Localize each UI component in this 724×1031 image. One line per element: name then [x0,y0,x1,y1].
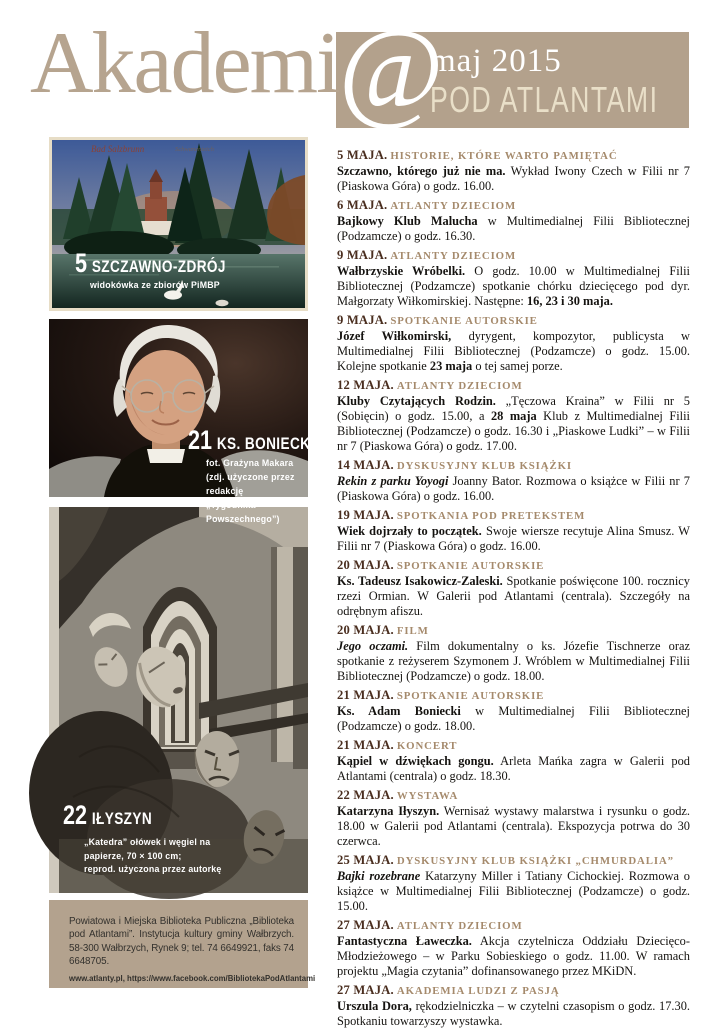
event-head [337,196,690,214]
event-item [337,621,690,684]
event-description: Jego oczami. Film dokumentalny o ks. Józefie Tischnerze oraz spotkanie z reżyserem Szymonem J. Wróblem w Multimedialnej Filii Bibliotecznej (Podzamcze) o godz. 18.00. [337,639,690,683]
events-list [337,146,690,1031]
event-category: ATLANTY DZIECIOM [396,920,523,932]
event-item [337,246,690,309]
event-date: 20 MAJA. [337,558,394,572]
event-description: Kluby Czytających Rodzin. „Tęczowa Kraina” w Filii nr 5 (Sobięcin) o godz. 15.00, a 28 maja Klub z Multimedialnej Filii Bibliotecznej (Podzamcze) o godz. 16.30 i „Piaskowe Ludki” – w Filii nr 7 (Piaskowa Góra) o godz. 17.00. [337,394,691,453]
card-name: KS. BONIECKI [216,434,315,453]
event-date: 9 MAJA. [337,313,388,327]
event-description: Bajkowy Klub Malucha w Multimedialnej Filii Bibliotecznej (Podzamcze) o godz. 16.30. [337,214,690,243]
event-description: Katarzyna Iłyszyn. Wernisaż wystawy malarstwa i rysunku o godz. 18.00 w Galerii pod Atlantami (centrala). Ekspozycja potrwa do 30 czerwca. [337,804,691,848]
card-title-szczawno [75,250,226,277]
event-category: FILM [396,625,429,637]
event-description: Józef Wiłkomirski, dyrygent, kompozytor, publicysta w Multimedialnej Filii Bibliotecznej (Podzamcze) o godz. 15.00. Kolejne spotkanie 23 maja o tej samej porze. [337,329,691,373]
issue-date: maj 2015 [430,43,562,79]
event-item [337,376,690,454]
event-date: 6 MAJA. [337,198,388,212]
card-caption-ilyszyn: „Katedra” ołówek i węgiel na papierze, 70 × 100 cm; reprod. użyczona przez autorkę [84,837,222,874]
card-title-boniecki [188,427,315,454]
event-head [337,851,690,869]
event-head [337,506,690,524]
event-head [337,786,690,804]
event-item [337,916,690,979]
library-info-box [49,900,316,988]
event-head [337,686,690,704]
event-item [337,196,690,244]
card-caption-szczawno: widokówka ze zbiorów PiMBP [90,280,220,290]
page-title [30,4,444,132]
event-description: Fantastyczna Ławeczka. Akcja czytelnicza Oddziału Dziecięco-Młodzieżowego – w Parku Sobieskiego o godz. 11.00. W ramach projektu „Magia czytania” dofinansowanego przez MKiDN. [337,934,690,978]
card-name: IŁYSZYN [91,809,153,828]
event-item [337,786,690,849]
event-date: 5 MAJA. [337,148,388,162]
event-category: SPOTKANIA POD PRETEKSTEM [396,510,586,522]
event-item [337,311,690,374]
library-links[interactable]: www.atlanty.pl, https://www.facebook.com/BibliotekaPodAtlantami [69,973,316,983]
event-category: AKADEMIA LUDZI Z PASJĄ [396,985,560,997]
event-description: Bajki rozebrane Katarzyny Miller i Tatiany Cichockiej. Rozmowa o książce w Multimedialnej Filii Bibliotecznej (Podzamcze) o godz. 15.00. [337,869,690,913]
image-column [49,137,316,988]
postcard-handwriting: Bad Salzbrunn [91,144,145,154]
event-description: Rekin z parku Yoyogi Joanny Bator. Rozmowa o książce w Filii nr 7 (Piaskowa Góra) o godz. 16.00. [337,474,690,503]
event-category: SPOTKANIE AUTORSKIE [396,560,545,572]
event-head [337,556,690,574]
event-date: 14 MAJA. [337,458,394,472]
event-description: Urszula Dora, rękodzielniczka – w czytelni czasopism o godz. 17.30. Spotkaniu towarzyszy wystawka. [337,999,690,1028]
event-item [337,456,690,504]
event-category: SPOTKANIE AUTORSKIE [396,690,545,702]
event-description: Ks. Adam Boniecki w Multimedialnej Filii Bibliotecznej (Podzamcze) o godz. 18.00. [337,704,690,733]
event-head [337,981,690,999]
event-category: ATLANTY DZIECIOM [396,380,523,392]
event-item [337,556,690,619]
event-date: 27 MAJA. [337,983,394,997]
event-item [337,981,690,1029]
event-head [337,621,690,639]
event-date: 20 MAJA. [337,623,394,637]
event-item [337,146,690,194]
event-item [337,851,690,914]
event-head [337,456,690,474]
event-date: 9 MAJA. [337,248,388,262]
event-date: 21 MAJA. [337,688,394,702]
library-address: Powiatowa i Miejska Biblioteka Publiczna „Biblioteka pod Atlantami”. Instytucja kultury gminy Wałbrzych. 58-300 Wałbrzych, Rynek 9; tel. 74 6649921, faks 74 6648705. [69,916,294,968]
event-date: 12 MAJA. [337,378,394,392]
event-item [337,686,690,734]
event-head [337,736,690,754]
at-symbol: @ [338,4,444,132]
event-description: Wiek dojrzały to początek. Swoje wiersze recytuje Alina Smusz. W Filii nr 7 (Piaskowa Góra) o godz. 16.00. [337,524,690,553]
card-day-number: 21 [188,425,213,455]
event-date: 19 MAJA. [337,508,394,522]
swan-small [216,300,229,306]
card-caption-boniecki: fot. Grażyna Makara (zdj. użyczone przez redakcję „Tygodnika Powszechnego”) [206,458,295,524]
event-category: WYSTAWA [396,790,459,802]
event-description: Wałbrzyskie Wróbelki. O godz. 10.00 w Multimedialnej Filii Bibliotecznej (Podzamcze) spotkanie chórku dziecięcego pod dyr. Małgorzaty Wiłkomirskiej. Następne: 16, 23 i 30 maja. [337,264,690,308]
event-date: 21 MAJA. [337,738,394,752]
event-category: SPOTKANIE AUTORSKIE [390,315,538,327]
event-category: HISTORIE, KTÓRE WARTO PAMIĘTAĆ [390,150,618,162]
event-head [337,311,690,329]
event-item [337,506,690,554]
event-description: Kąpiel w dźwiękach gongu. Arleta Mańka zagra w Galerii pod Atlantami (centrala) o godz. 18.30. [337,754,691,783]
card-name: SZCZAWNO-ZDRÓJ [91,257,226,276]
event-head [337,146,690,164]
event-date: 22 MAJA. [337,788,394,802]
event-head [337,376,690,394]
event-description: Ks. Tadeusz Isakowicz-Zaleski. Spotkanie poświęcone 100. rocznicy rzezi Ormian. W Galerii pod Atlantami (centrala). Szczegóły na odrębnym afiszu. [337,574,690,618]
event-category: DYSKUSYJNY KLUB KSIĄŻKI [396,460,572,472]
page-title-main: Akademi [30,15,339,112]
photo-ks-boniecki [49,319,315,524]
drawing-ilyszyn [49,507,308,893]
card-title-ilyszyn [63,802,152,829]
event-category: DYSKUSYJNY KLUB KSIĄŻKI „CHMURDALIA” [396,855,674,867]
postcard-handwriting-sub: Schwanenteich [175,146,214,153]
card-day-number: 5 [75,248,88,278]
event-head [337,916,690,934]
event-item [337,736,690,784]
event-description: Szczawno, którego już nie ma. Wykład Iwony Czech w Filii nr 7 (Piaskowa Góra) o godz. 16.00. [337,164,691,193]
card-day-number: 22 [63,800,88,830]
postcard-szczawno-zdroj [49,137,308,311]
brand-name: POD ATLANTAMI [430,79,659,120]
event-category: ATLANTY DZIECIOM [390,250,517,262]
event-category: KONCERT [396,740,458,752]
event-category: ATLANTY DZIECIOM [390,200,517,212]
event-date: 25 MAJA. [337,853,394,867]
event-date: 27 MAJA. [337,918,394,932]
event-head [337,246,690,264]
